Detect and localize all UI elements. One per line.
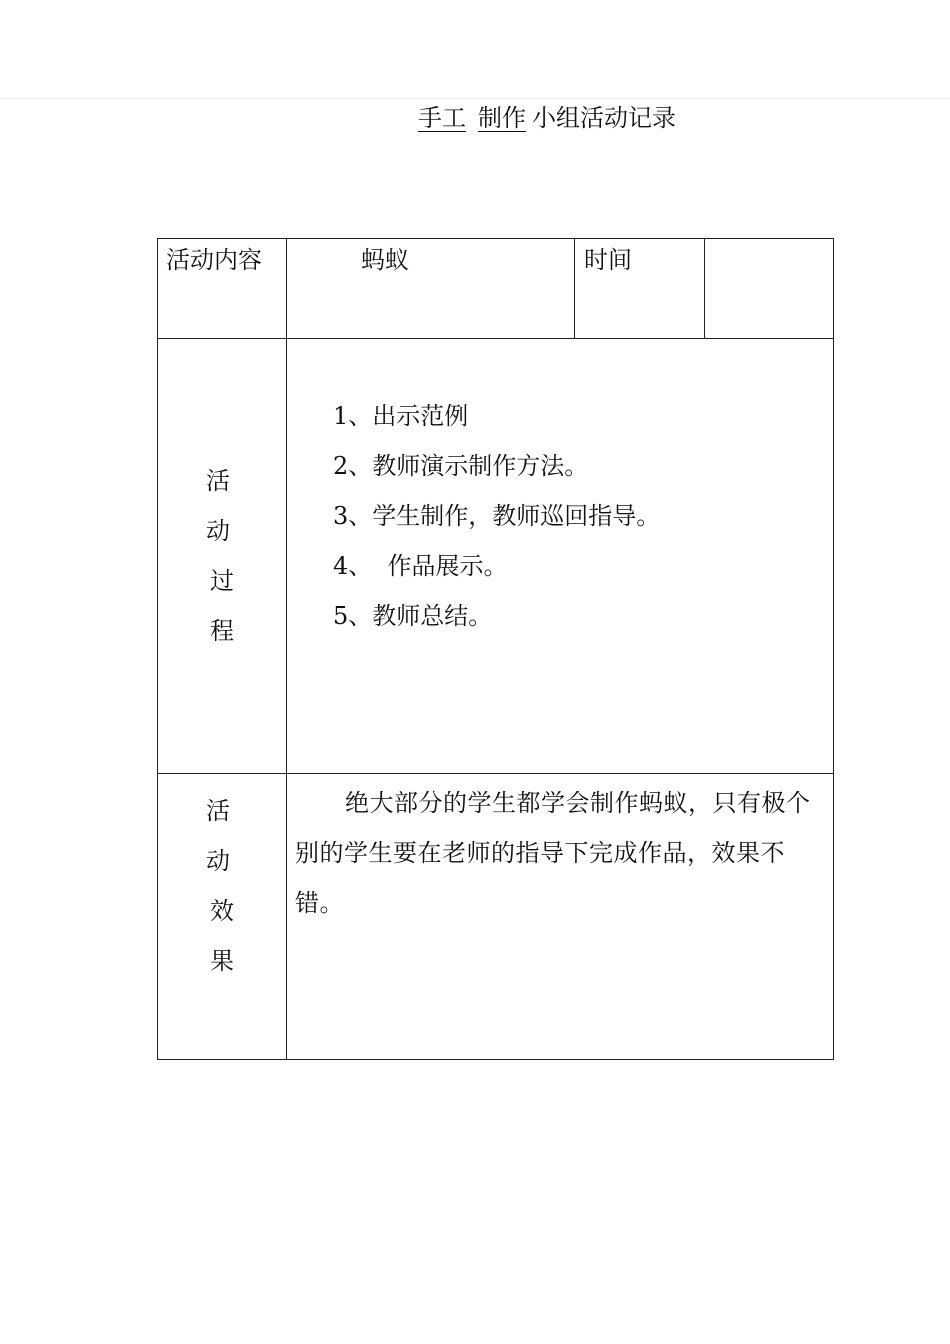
title-part-record: 小组活动记录 [532,104,676,132]
time-label-cell [575,239,705,339]
content-value: 蚂蚁 [361,246,409,274]
row-content [158,239,834,339]
effect-label-char: 动 [206,847,230,875]
row-effect [158,774,834,1060]
content-value-cell [287,239,575,339]
process-step: 2、教师演示制作方法。 [333,452,589,480]
effect-label-cell [158,774,287,1060]
effect-label-char: 果 [210,947,234,975]
content-label-cell [158,239,287,339]
process-label-cell [158,339,287,774]
process-step: 3、学生制作，教师巡回指导。 [333,502,661,530]
title-part-handcraft: 手工 [418,104,466,132]
title-underlined-topic [418,104,532,132]
effect-text: 绝大部分的学生都学会制作蚂蚁，只有极个别的学生要在老师的指导下完成作品，效果不错。 [295,789,811,917]
process-label-char: 活 [206,467,230,495]
time-label: 时间 [584,246,632,274]
activity-record-table [157,238,834,1060]
content-label: 活动内容 [166,246,262,274]
row-process [158,339,834,774]
effect-label-char: 活 [206,797,230,825]
process-step: 5、教师总结。 [333,602,493,630]
title-part-making: 制作 [478,104,526,132]
effect-text-cell [287,774,834,1060]
time-value-cell [705,239,834,339]
process-step: 1、出示范例 [333,402,469,430]
process-label-char: 程 [210,617,234,645]
effect-label-char: 效 [210,897,234,925]
process-step: 4、 作品展示。 [333,552,508,580]
top-divider [0,98,950,99]
process-steps-cell [287,339,834,774]
page-title [418,101,676,135]
process-label-char: 过 [210,567,234,595]
process-label-char: 动 [206,517,230,545]
